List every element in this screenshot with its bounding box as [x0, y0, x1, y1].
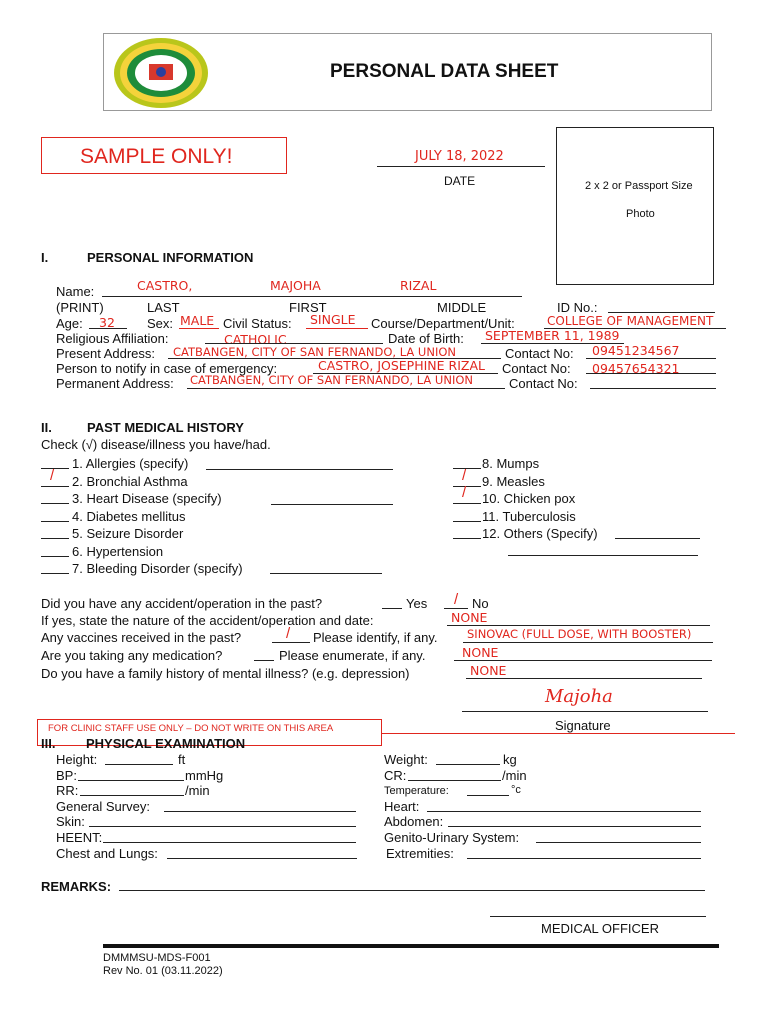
illness-item[interactable]: [41, 543, 69, 557]
course-label: Course/Department/Unit:: [371, 316, 515, 331]
section2-heading: PAST MEDICAL HISTORY: [87, 420, 244, 435]
notify-label: Person to notify in case of emergency:: [56, 361, 278, 376]
illness-label: 3. Heart Disease (specify): [72, 491, 222, 506]
bp-field[interactable]: [78, 780, 184, 781]
civil-status-value: SINGLE: [310, 312, 356, 327]
illness-label: 6. Hypertension: [72, 543, 164, 559]
age-label: Age:: [56, 316, 83, 331]
date-value: JULY 18, 2022: [415, 149, 504, 164]
family-history-answer: NONE: [470, 663, 507, 678]
illness-label: 11. Tuberculosis: [482, 508, 576, 524]
dob-label: Date of Birth:: [388, 331, 464, 346]
religion-label: Religious Affiliation:: [56, 331, 169, 346]
genito-field[interactable]: [536, 842, 701, 843]
bp-unit: mmHg: [185, 768, 224, 783]
section3-heading: PHYSICAL EXAMINATION: [86, 736, 246, 751]
medication-enumerate-label: Please enumerate, if any.: [279, 648, 426, 663]
accident-question: Did you have any accident/operation in the past?: [41, 596, 323, 611]
sample-stamp-text: SAMPLE ONLY!: [80, 145, 233, 168]
abdomen-field[interactable]: [448, 826, 701, 827]
height-unit: ft: [178, 752, 186, 767]
religion-value: CATHOLIC: [224, 332, 287, 347]
heent-field[interactable]: [103, 842, 356, 843]
family-history-question: Do you have a family history of mental illness? (e.g. depression): [41, 666, 410, 681]
first-label: FIRST: [289, 300, 327, 315]
chest-lungs-field[interactable]: [167, 858, 357, 859]
height-label: Height:: [56, 752, 98, 767]
illness-item[interactable]: [41, 525, 69, 539]
middle-name-value: RIZAL: [400, 278, 437, 293]
nature-question: If yes, state the nature of the accident/operation and date:: [41, 613, 374, 628]
photo-label: Photo: [626, 208, 655, 220]
illness-label: 9. Measles: [482, 473, 545, 489]
permanent-address-label: Permanent Address:: [56, 376, 174, 391]
heart-field[interactable]: [427, 811, 701, 812]
contact3-field[interactable]: [590, 388, 716, 389]
sex-label: Sex:: [147, 316, 174, 331]
extremities-field[interactable]: [467, 858, 701, 859]
no-label: No: [472, 596, 489, 611]
section2-number: II.: [41, 420, 52, 435]
height-field[interactable]: [105, 764, 173, 765]
medication-question: Are you taking any medication?: [41, 648, 223, 663]
contact2-value: 09457654321: [592, 361, 680, 376]
id-label: ID No.:: [557, 300, 598, 315]
medication-answer: NONE: [462, 645, 499, 660]
civil-status-label: Civil Status:: [223, 316, 292, 331]
vaccine-identify-label: Please identify, if any.: [313, 630, 438, 645]
dob-value: SEPTEMBER 11, 1989: [485, 328, 620, 343]
chest-lungs-label: Chest and Lungs:: [56, 846, 158, 861]
illness-item[interactable]: [453, 508, 481, 522]
rr-field[interactable]: [80, 795, 184, 796]
general-survey-label: General Survey:: [56, 799, 150, 814]
last-label: LAST: [147, 300, 180, 315]
first-name-value: MAJOHA: [270, 278, 321, 293]
illness-item[interactable]: [41, 455, 69, 469]
illness-item[interactable]: [453, 484, 481, 504]
section3-number: III.: [41, 736, 56, 751]
cr-field[interactable]: [408, 780, 501, 781]
illness-label: 5. Seizure Disorder: [72, 526, 184, 541]
cr-unit: /min: [502, 768, 527, 783]
weight-unit: kg: [503, 752, 517, 767]
staff-notice: FOR CLINIC STAFF USE ONLY – DO NOT WRITE ON THIS AREA: [48, 723, 334, 734]
abdomen-label: Abdomen:: [384, 814, 444, 829]
check-mark: /: [462, 484, 467, 501]
name-label: Name:: [56, 284, 95, 299]
yes-label: Yes: [406, 596, 428, 611]
illness-item[interactable]: [41, 560, 69, 574]
signature-value: Majoha: [545, 686, 613, 707]
illness-label: 10. Chicken pox: [482, 491, 576, 506]
nature-answer: NONE: [451, 610, 488, 625]
permanent-address-value: CATBANGEN, CITY OF SAN FERNANDO, LA UNION: [190, 373, 473, 387]
illness-label: 2. Bronchial Asthma: [72, 473, 188, 489]
vaccine-answer: SINOVAC (FULL DOSE, WITH BOOSTER): [467, 627, 692, 641]
vaccine-check: /: [286, 625, 291, 642]
print-label: (PRINT): [56, 300, 104, 315]
skin-label: Skin:: [56, 814, 85, 829]
weight-label: Weight:: [384, 752, 428, 767]
footer-bar: [103, 944, 719, 948]
date-label: DATE: [444, 174, 476, 188]
general-survey-field[interactable]: [164, 811, 356, 812]
illness-item[interactable]: [41, 466, 69, 487]
temperature-unit: °c: [511, 784, 521, 796]
cr-label: CR:: [384, 768, 407, 783]
id-field[interactable]: [608, 312, 715, 313]
illness-label: 8. Mumps: [482, 456, 540, 471]
check-mark: /: [462, 466, 467, 484]
extremities-label: Extremities:: [386, 846, 454, 861]
section1-number: I.: [41, 250, 49, 265]
medical-officer-label: MEDICAL OFFICER: [541, 921, 659, 936]
skin-field[interactable]: [89, 826, 356, 827]
course-value: COLLEGE OF MANAGEMENT: [547, 314, 714, 328]
illness-label: 7. Bleeding Disorder (specify): [72, 561, 243, 576]
section1-heading: PERSONAL INFORMATION: [87, 250, 254, 265]
illness-item[interactable]: [41, 490, 69, 504]
page-title: PERSONAL DATA SHEET: [330, 61, 559, 82]
rr-unit: /min: [185, 783, 210, 798]
notify-value: CASTRO, JOSEPHINE RIZAL: [318, 358, 485, 373]
rr-label: RR:: [56, 783, 79, 798]
heent-label: HEENT:: [56, 830, 103, 845]
present-address-value: CATBANGEN, CITY OF SAN FERNANDO, LA UNION: [173, 345, 456, 359]
last-name-value: CASTRO,: [137, 278, 193, 293]
present-address-label: Present Address:: [56, 346, 155, 361]
illness-label: 12. Others (Specify): [482, 526, 598, 541]
remarks-field[interactable]: [119, 890, 705, 891]
illness-label: 1. Allergies (specify): [72, 456, 189, 471]
temperature-label: Temperature:: [384, 785, 449, 797]
check-mark: /: [50, 466, 55, 484]
temperature-field[interactable]: [467, 795, 509, 796]
form-code: DMMMSU-MDS-F001: [103, 952, 211, 964]
bp-label: BP:: [56, 768, 77, 783]
sex-value: MALE: [180, 313, 215, 328]
age-value: 32: [99, 315, 115, 330]
illness-item[interactable]: [453, 455, 481, 469]
middle-label: MIDDLE: [437, 300, 487, 315]
illness-item[interactable]: [453, 466, 481, 487]
vaccine-question: Any vaccines received in the past?: [41, 630, 242, 645]
check-instruction: Check (√) disease/illness you have/had.: [41, 437, 271, 452]
accident-no-check: /: [454, 591, 459, 608]
contact2-label: Contact No:: [502, 361, 571, 376]
illness-item[interactable]: [41, 508, 69, 522]
university-logo: [112, 37, 210, 111]
weight-field[interactable]: [436, 764, 500, 765]
contact1-label: Contact No:: [505, 346, 574, 361]
illness-item[interactable]: [453, 525, 481, 539]
revision: Rev No. 01 (03.11.2022): [103, 965, 223, 977]
contact3-label: Contact No:: [509, 376, 578, 391]
heart-label: Heart:: [384, 799, 420, 814]
photo-box: [556, 127, 714, 285]
illness-label: 4. Diabetes mellitus: [72, 508, 186, 524]
contact1-value: 09451234567: [592, 343, 680, 358]
signature-label: Signature: [555, 718, 611, 733]
photo-size-label: 2 x 2 or Passport Size: [585, 180, 693, 192]
genito-label: Genito-Urinary System:: [384, 830, 520, 845]
remarks-label: REMARKS:: [41, 879, 112, 894]
